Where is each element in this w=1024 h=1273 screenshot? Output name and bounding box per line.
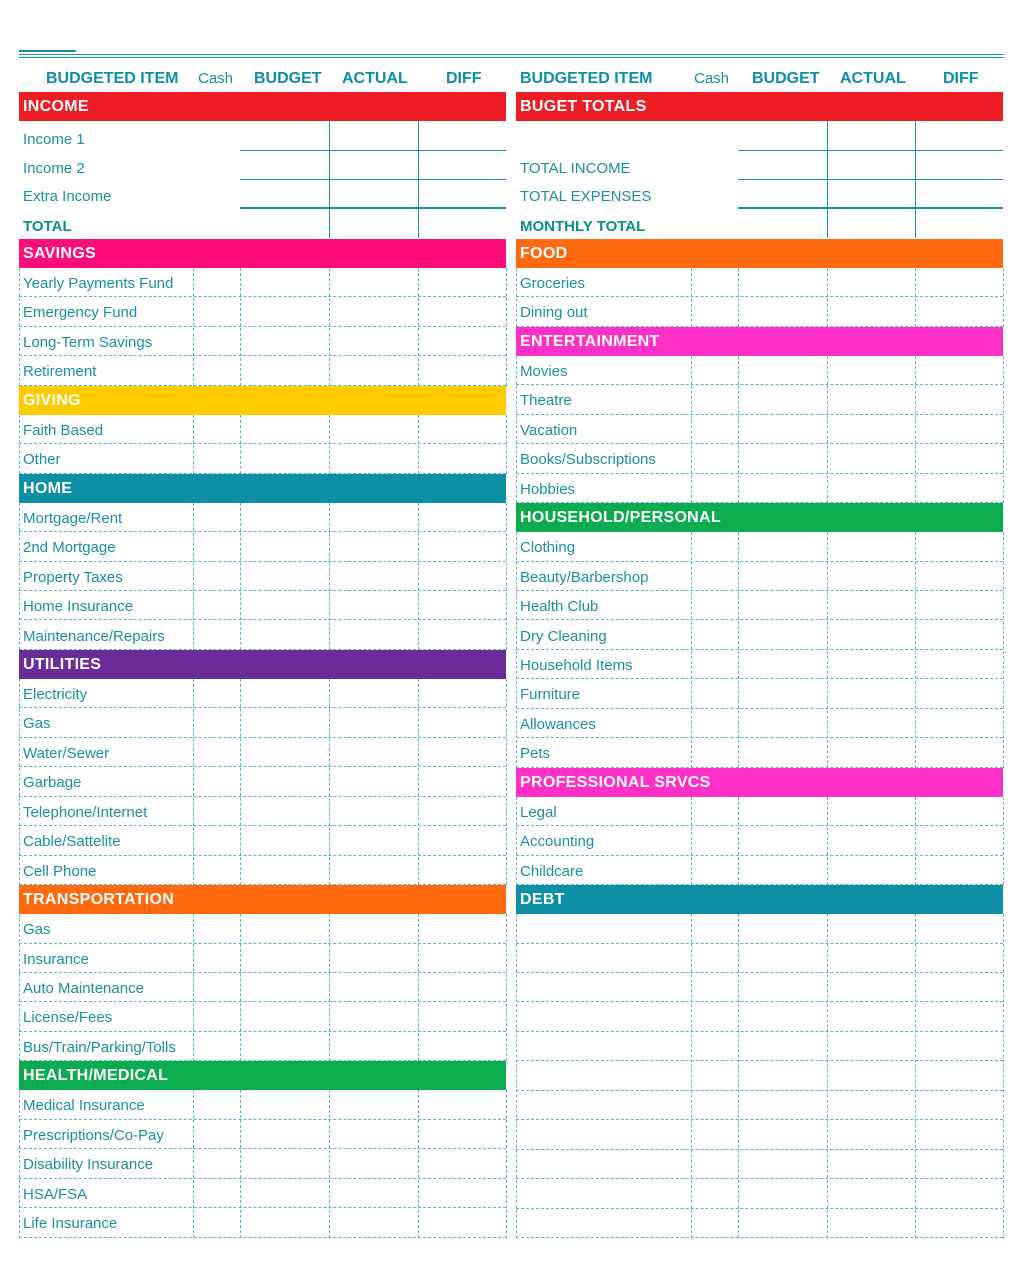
grid-line (827, 797, 828, 885)
budget-row[interactable] (516, 914, 1003, 943)
budget-row[interactable] (516, 532, 1003, 561)
row-label-telephone-internet: Telephone/Internet (23, 803, 148, 821)
row-label-hobbies: Hobbies (520, 480, 576, 498)
header-diff: DIFF (446, 70, 482, 87)
section-header-debt: DEBT (516, 885, 1003, 914)
grid-line (19, 914, 20, 1061)
section-header-professional-srvcs: PROFESSIONAL SRVCS (516, 768, 1003, 797)
budget-row[interactable] (19, 297, 506, 326)
section-header-transportation: TRANSPORTATION (19, 885, 506, 914)
header-cash: Cash (198, 70, 234, 87)
header-cash: Cash (694, 70, 730, 87)
row-label-childcare: Childcare (520, 862, 584, 880)
grid-line (329, 679, 330, 885)
grid-line (193, 268, 194, 386)
grid-line (19, 503, 20, 650)
grid-line (240, 503, 241, 650)
row-label-dry-cleaning: Dry Cleaning (520, 627, 607, 645)
row-label-mortgage-rent: Mortgage/Rent (23, 509, 123, 527)
budget-row[interactable] (516, 1150, 1003, 1179)
totals-row[interactable] (516, 121, 1003, 150)
total-label: TOTAL (23, 218, 72, 235)
budget-row[interactable] (19, 767, 506, 796)
budget-row[interactable] (19, 621, 506, 650)
grid-line (691, 532, 692, 768)
budget-totals-header: BUGET TOTALS (516, 92, 1003, 121)
budget-row[interactable] (19, 268, 506, 297)
budget-row[interactable] (19, 679, 506, 708)
section-header-savings: SAVINGS (19, 239, 506, 268)
summary-divider (915, 121, 916, 238)
grid-line (19, 1090, 20, 1237)
row-label-dining-out: Dining out (520, 304, 588, 322)
grid-line (506, 679, 507, 885)
row-label-auto-maintenance: Auto Maintenance (23, 980, 144, 997)
budget-row[interactable] (516, 797, 1003, 826)
budget-row[interactable] (516, 415, 1003, 444)
grid-line (506, 268, 507, 386)
row-label-2nd-mortgage: 2nd Mortgage (23, 539, 116, 557)
row-label-books-subscriptions: Books/Subscriptions (520, 451, 656, 469)
row-label-income-1: Income 1 (23, 131, 85, 148)
grid-line (827, 532, 828, 768)
budget-row[interactable] (516, 621, 1003, 650)
grid-line (506, 1090, 507, 1237)
row-label-groceries: Groceries (520, 275, 586, 292)
grid-line (329, 415, 330, 474)
budget-row[interactable] (19, 444, 506, 473)
budget-row[interactable] (19, 1032, 506, 1061)
row-label-household-items: Household Items (520, 656, 633, 674)
budget-row[interactable] (19, 562, 506, 591)
row-label-movies: Movies (520, 362, 568, 380)
row-label-other: Other (23, 451, 61, 469)
row-label-water-sewer: Water/Sewer (23, 744, 110, 762)
row-label-emergency-fund: Emergency Fund (23, 304, 138, 322)
budget-row[interactable] (19, 914, 506, 943)
grid-line (418, 1090, 419, 1237)
section-header-giving: GIVING (19, 386, 506, 415)
budget-row[interactable] (19, 738, 506, 767)
row-label-garbage: Garbage (23, 774, 82, 792)
budget-row[interactable] (516, 944, 1003, 973)
grid-line (915, 914, 916, 1238)
row-label-theatre: Theatre (520, 392, 572, 410)
grid-line (193, 503, 194, 650)
row-label-bus-train-parking-tolls: Bus/Train/Parking/Tolls (23, 1038, 176, 1056)
grid-line (19, 415, 20, 474)
budget-row[interactable] (19, 503, 506, 532)
budget-row[interactable] (19, 973, 506, 1002)
row-label-property-taxes: Property Taxes (23, 568, 123, 586)
grid-line (240, 268, 241, 386)
row-label-total-expenses: TOTAL EXPENSES (520, 188, 652, 205)
row-label-furniture: Furniture (520, 686, 581, 704)
grid-line (418, 415, 419, 474)
row-label-prescriptions-co-pay: Prescriptions/Co-Pay (23, 1126, 164, 1144)
budget-row[interactable] (516, 268, 1003, 297)
grid-line (915, 356, 916, 503)
row-label-electricity: Electricity (23, 685, 88, 703)
budget-row[interactable] (516, 738, 1003, 767)
grid-line (418, 914, 419, 1061)
budget-row[interactable] (516, 356, 1003, 385)
grid-line (915, 797, 916, 885)
row-label-medical-insurance: Medical Insurance (23, 1097, 145, 1115)
monthly-total-row[interactable] (516, 208, 1003, 238)
grid-line (827, 914, 828, 1238)
budget-row[interactable] (516, 562, 1003, 591)
row-label-yearly-payments-fund: Yearly Payments Fund (23, 275, 174, 292)
row-label-health-club: Health Club (520, 598, 599, 616)
row-label-extra-income: Extra Income (23, 188, 112, 205)
grid-line (19, 268, 20, 386)
grid-line (418, 503, 419, 650)
grid-line (240, 415, 241, 474)
grid-line (1003, 532, 1004, 768)
income-total-row[interactable] (19, 208, 506, 238)
row-label-vacation: Vacation (520, 421, 578, 439)
grid-line (827, 356, 828, 503)
header-diff: DIFF (943, 70, 979, 87)
grid-line (738, 914, 739, 1238)
grid-line (1003, 914, 1004, 1238)
row-label-faith-based: Faith Based (23, 421, 104, 439)
header-budgeted-item: BUDGETED ITEM (46, 70, 179, 87)
budget-row[interactable] (19, 708, 506, 737)
row-label-life-insurance: Life Insurance (23, 1215, 118, 1233)
budget-row[interactable] (19, 856, 506, 885)
budget-row[interactable] (516, 444, 1003, 473)
grid-line (329, 268, 330, 386)
budget-row[interactable] (19, 327, 506, 356)
grid-line (506, 415, 507, 474)
section-header-home: HOME (19, 474, 506, 503)
section-header-food: FOOD (516, 239, 1003, 268)
grid-line (516, 914, 517, 1238)
budget-row[interactable] (516, 297, 1003, 326)
budget-row[interactable] (516, 650, 1003, 679)
income-row[interactable] (19, 178, 506, 207)
section-header-utilities: UTILITIES (19, 650, 506, 679)
budget-row[interactable] (19, 1120, 506, 1149)
budget-row[interactable] (19, 1090, 506, 1119)
budget-row[interactable] (516, 1032, 1003, 1061)
grid-line (193, 1090, 194, 1237)
row-label-clothing: Clothing (520, 539, 576, 557)
budget-row[interactable] (19, 532, 506, 561)
row-label-maintenance-repairs: Maintenance/Repairs (23, 627, 165, 645)
grid-line (738, 268, 739, 327)
grid-line (738, 356, 739, 503)
row-label-license-fees: License/Fees (23, 1009, 113, 1027)
grid-line (738, 797, 739, 885)
row-label-pets: Pets (520, 745, 551, 763)
section-header-household-personal: HOUSEHOLD/PERSONAL (516, 503, 1003, 532)
top-rule-2 (19, 57, 1004, 58)
budget-row[interactable] (516, 856, 1003, 885)
budget-row[interactable] (516, 679, 1003, 708)
budget-row[interactable] (19, 797, 506, 826)
grid-line (1003, 356, 1004, 503)
grid-line (516, 797, 517, 885)
row-label-gas: Gas (23, 715, 51, 733)
budget-row[interactable] (19, 944, 506, 973)
grid-line (193, 914, 194, 1061)
header-budget: BUDGET (752, 70, 820, 87)
grid-line (418, 268, 419, 386)
row-label-hsa-fsa: HSA/FSA (23, 1185, 88, 1203)
grid-line (329, 914, 330, 1061)
monthly-total-label: MONTHLY TOTAL (520, 218, 646, 235)
grid-line (240, 679, 241, 885)
row-label-cable-sattelite: Cable/Sattelite (23, 833, 121, 851)
budget-row[interactable] (516, 1002, 1003, 1031)
budget-row[interactable] (516, 1179, 1003, 1208)
budget-row[interactable] (19, 826, 506, 855)
grid-line (240, 914, 241, 1061)
totals-row[interactable] (516, 178, 1003, 207)
budget-row[interactable] (516, 474, 1003, 503)
income-header: INCOME (19, 92, 506, 121)
grid-line (691, 797, 692, 885)
grid-line (418, 679, 419, 885)
grid-line (516, 532, 517, 768)
section-header-entertainment: ENTERTAINMENT (516, 327, 1003, 356)
grid-line (1003, 797, 1004, 885)
budget-row[interactable] (516, 591, 1003, 620)
row-label-total-income: TOTAL INCOME (520, 160, 631, 177)
income-row[interactable] (19, 121, 506, 150)
budget-row[interactable] (19, 1149, 506, 1178)
grid-line (516, 356, 517, 503)
grid-line (193, 415, 194, 474)
top-rule-short (19, 50, 76, 52)
grid-line (915, 532, 916, 768)
header-actual: ACTUAL (342, 70, 408, 87)
summary-divider (827, 121, 828, 238)
budget-row[interactable] (19, 1208, 506, 1237)
row-label-long-term-savings: Long-Term Savings (23, 333, 153, 351)
grid-line (827, 268, 828, 327)
row-label-insurance: Insurance (23, 950, 89, 968)
budget-row[interactable] (516, 1061, 1003, 1090)
header-actual: ACTUAL (840, 70, 906, 87)
budget-row[interactable] (516, 709, 1003, 738)
row-label-disability-insurance: Disability Insurance (23, 1156, 154, 1174)
budget-row[interactable] (19, 415, 506, 444)
budget-row[interactable] (516, 826, 1003, 855)
grid-line (240, 1090, 241, 1237)
grid-line (329, 1090, 330, 1237)
row-label-allowances: Allowances (520, 715, 596, 733)
grid-line (506, 914, 507, 1061)
header-budget: BUDGET (254, 70, 322, 87)
grid-line (691, 914, 692, 1238)
grid-line (506, 503, 507, 650)
top-rule (19, 54, 1004, 55)
budget-row[interactable] (516, 1120, 1003, 1149)
row-label-income-2: Income 2 (23, 160, 85, 177)
grid-line (1003, 268, 1004, 327)
row-label-accounting: Accounting (520, 833, 595, 851)
row-label-legal: Legal (520, 803, 557, 821)
grid-line (193, 679, 194, 885)
budget-row[interactable] (516, 385, 1003, 414)
row-label-gas: Gas (23, 921, 51, 939)
budget-row[interactable] (19, 1002, 506, 1031)
budget-row[interactable] (19, 1179, 506, 1208)
totals-row[interactable] (516, 150, 1003, 179)
grid-line (329, 503, 330, 650)
row-label-home-insurance: Home Insurance (23, 598, 134, 616)
income-row[interactable] (19, 150, 506, 179)
budget-row[interactable] (19, 356, 506, 385)
row-label-retirement: Retirement (23, 363, 97, 381)
grid-line (516, 268, 517, 327)
budget-row[interactable] (516, 973, 1003, 1002)
budget-row[interactable] (19, 591, 506, 620)
budget-row[interactable] (516, 1091, 1003, 1120)
grid-line (691, 356, 692, 503)
grid-line (915, 268, 916, 327)
header-budgeted-item: BUDGETED ITEM (520, 70, 653, 87)
budget-row[interactable] (516, 1209, 1003, 1238)
grid-line (19, 679, 20, 885)
summary-divider (418, 121, 419, 238)
summary-divider (329, 121, 330, 238)
grid-line (691, 268, 692, 327)
grid-line (738, 532, 739, 768)
row-label-cell-phone: Cell Phone (23, 862, 97, 880)
section-header-health-medical: HEALTH/MEDICAL (19, 1061, 506, 1090)
row-label-beauty-barbershop: Beauty/Barbershop (520, 568, 649, 586)
